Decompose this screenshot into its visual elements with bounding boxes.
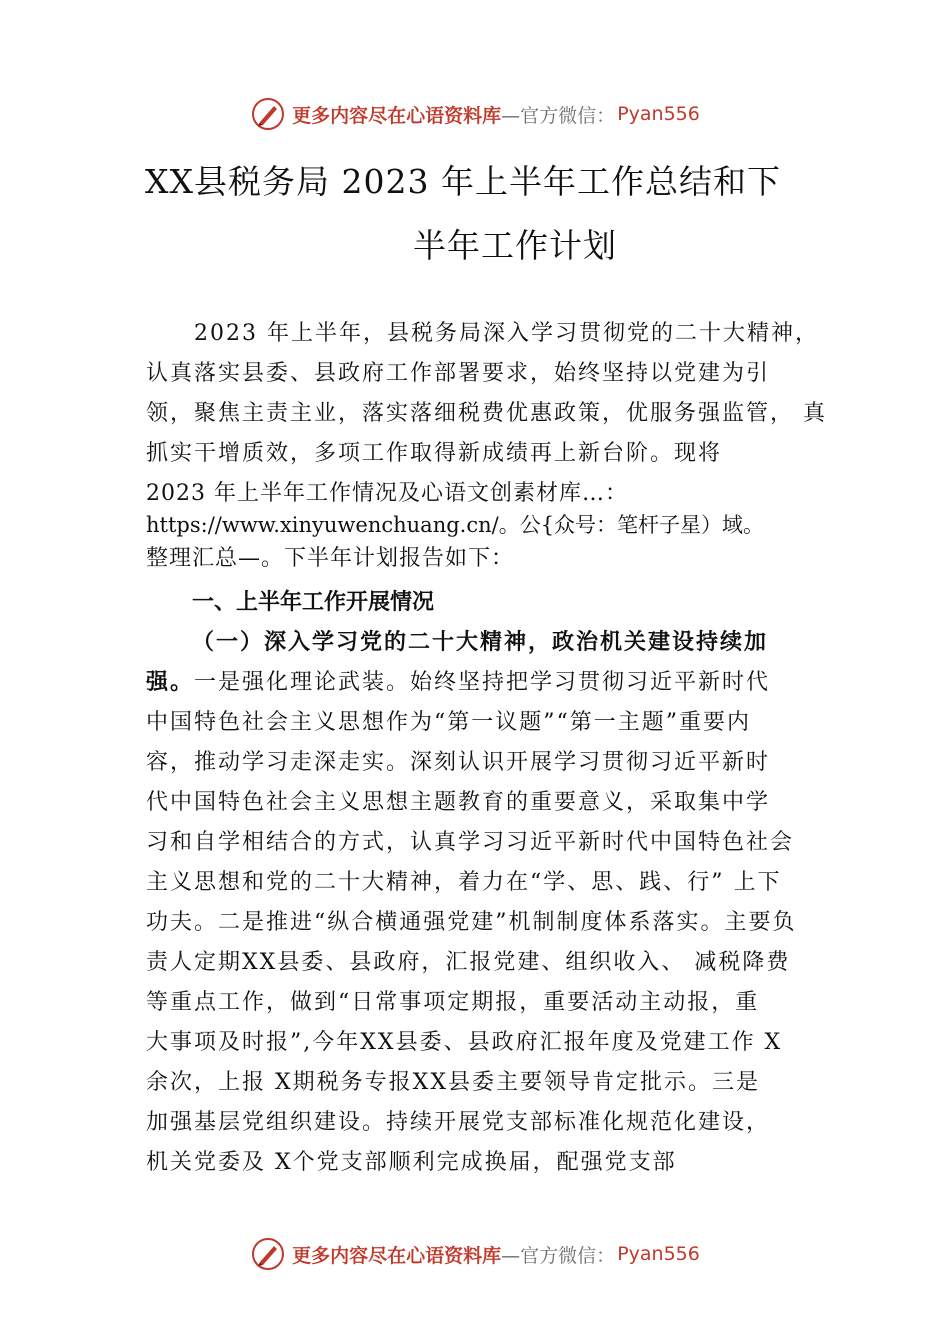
subsection-heading-tail: 强。 — [146, 669, 195, 695]
intro-line: 领，聚焦主责主业，落实落细税费优惠政策，优服务强监管， 真 — [146, 401, 827, 426]
watermark-bottom — [0, 1236, 950, 1272]
subsection-heading: （一）深入学习党的二十大精神，政治机关建设持续加 — [192, 629, 769, 655]
body-line: 责人定期XX县委、县政府，汇报党建、组织收入、 减税降费 — [146, 950, 791, 975]
body-line: 习和自学相结合的方式，认真学习习近平新时代中国特色社会 — [146, 830, 795, 855]
body-line-0 — [146, 665, 770, 696]
body-line: 中国特色社会主义思想作为“第一议题”“第一主题”重要内 — [146, 710, 751, 735]
body-line: 余次，上报 X期税务专报XX县委主要领导肯定批示。三是 — [146, 1070, 760, 1095]
body-line: 加强基层党组织建设。持续开展党支部标准化规范化建设， — [146, 1110, 771, 1135]
intro-line: 抓实干增质效，多项工作取得新成绩再上新台阶。现将 — [146, 441, 723, 466]
body-text: 一是强化理论武装。始终坚持把学习贯彻习近平新时代 — [194, 670, 771, 695]
intro-url-line: https://www.xinyuwenchuang.cn/。公{众号：笔杆子星）域。 — [146, 513, 765, 537]
watermark-account: Pyan556 — [617, 103, 700, 125]
pen-logo-icon — [250, 96, 286, 132]
section-heading: 一、上半年工作开展情况 — [192, 590, 435, 615]
intro-line: 2023 年上半年工作情况及心语文创素材库…： — [146, 481, 628, 506]
body-line: 容，推动学习走深走实。深刻认识开展学习贯彻习近平新时 — [146, 750, 771, 775]
document-title-line2: 半年工作计划 — [413, 226, 617, 265]
watermark-primary: 更多内容尽在心语资料库 — [292, 1244, 502, 1267]
pen-logo-icon — [250, 1236, 286, 1272]
intro-line: 整理汇总—。下半年计划报告如下： — [146, 546, 515, 571]
intro-line: 2023 年上半年，县税务局深入学习贯彻党的二十大精神， — [146, 321, 819, 346]
body-line: 机关党委及 X个党支部顺利完成换届，配强党支部 — [146, 1150, 677, 1175]
body-line: 代中国特色社会主义思想主题教育的重要意义，采取集中学 — [146, 790, 771, 815]
intro-line: 认真落实县委、县政府工作部署要求，始终坚持以党建为引 — [146, 361, 771, 386]
document-title-line1: XX县税务局 2023 年上半年工作总结和下 — [145, 162, 781, 201]
watermark-secondary: —官方微信： — [501, 1244, 616, 1267]
body-line: 主义思想和党的二十大精神，着力在“学、思、践、行” 上下 — [146, 870, 782, 895]
watermark-primary: 更多内容尽在心语资料库 — [292, 104, 502, 127]
body-line: 等重点工作，做到“日常事项定期报，重要活动主动报，重 — [146, 990, 760, 1015]
watermark-secondary: —官方微信： — [501, 104, 616, 127]
watermark-account: Pyan556 — [617, 1243, 700, 1265]
body-line: 大事项及时报”,今年XX县委、县政府汇报年度及党建工作 X — [146, 1030, 783, 1055]
body-line: 功夫。二是推进“纵合横通强党建”机制制度体系落实。主要负 — [146, 910, 797, 935]
watermark-top — [0, 96, 950, 132]
